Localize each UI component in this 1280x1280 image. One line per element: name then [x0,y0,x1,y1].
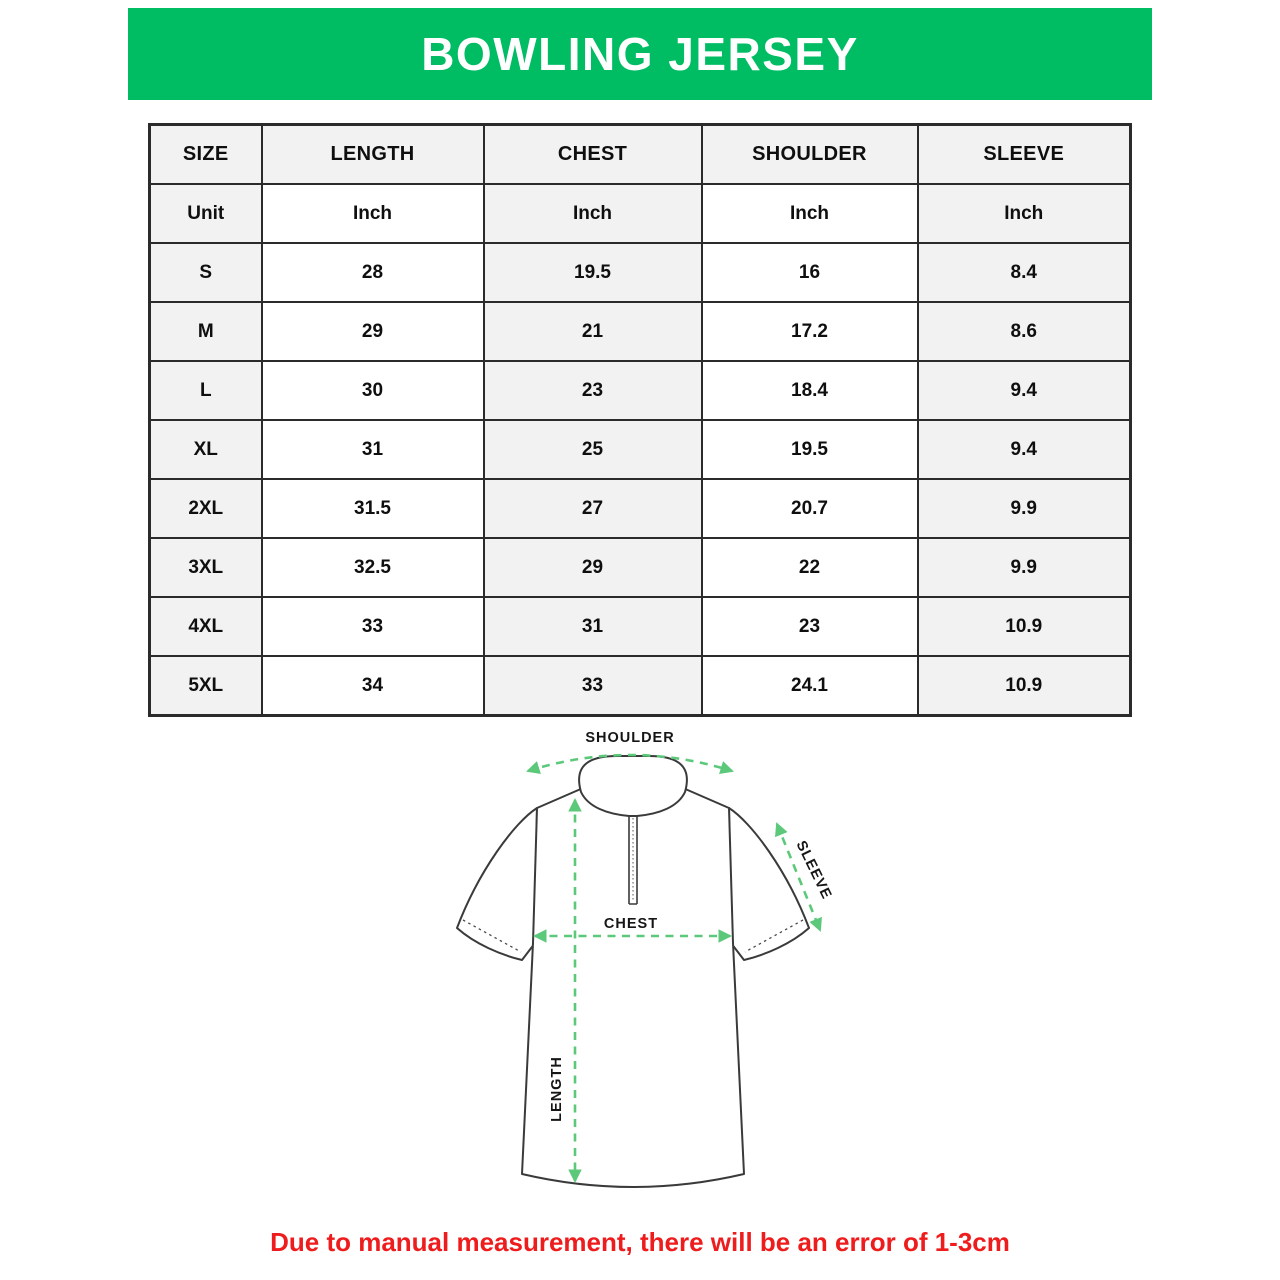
measurement-cell: 29 [262,302,484,361]
table-row-2xl [150,479,1131,538]
measurement-cell: 34 [262,656,484,716]
table-row-4xl [150,597,1131,656]
measurement-cell: 8.4 [918,243,1131,302]
chest-label: CHEST [603,916,659,932]
measurement-cell: 25 [484,420,702,479]
measurement-cell: 29 [484,538,702,597]
table-row-m [150,302,1131,361]
length-label: LENGTH [549,1056,565,1122]
jersey-outline [457,756,809,1187]
unit-cell: Inch [918,184,1131,243]
size-cell: 4XL [150,597,262,656]
unit-cell: Inch [262,184,484,243]
measurement-cell: 31.5 [262,479,484,538]
measurement-cell: 23 [702,597,918,656]
size-cell: XL [150,420,262,479]
column-header-size: SIZE [150,125,262,185]
size-cell: 3XL [150,538,262,597]
measurement-cell: 8.6 [918,302,1131,361]
size-cell: 5XL [150,656,262,716]
shoulder-label: SHOULDER [585,730,675,746]
table-row-s [150,243,1131,302]
page-title: BOWLING JERSEY [421,28,859,80]
jersey-body [522,788,744,1187]
unit-row [150,184,1131,243]
measurement-cell: 10.9 [918,597,1131,656]
measurement-cell: 23 [484,361,702,420]
measurement-cell: 33 [262,597,484,656]
column-header-length: LENGTH [262,125,484,185]
size-cell: L [150,361,262,420]
measurement-cell: 9.4 [918,420,1131,479]
measurement-cell: 19.5 [484,243,702,302]
unit-cell: Inch [702,184,918,243]
measurement-cell: 17.2 [702,302,918,361]
table-row-5xl [150,656,1131,716]
measurement-cell: 9.9 [918,538,1131,597]
measurement-cell: 9.4 [918,361,1131,420]
right-sleeve [729,808,809,960]
header-row [150,125,1131,185]
title-banner [128,8,1152,100]
measurement-cell: 31 [262,420,484,479]
measurement-cell: 16 [702,243,918,302]
unit-label-cell: Unit [150,184,262,243]
measurement-cell: 19.5 [702,420,918,479]
measurement-cell: 20.7 [702,479,918,538]
left-sleeve [457,808,537,960]
size-chart-table [148,123,1132,717]
table-row-l [150,361,1131,420]
measurement-cell: 24.1 [702,656,918,716]
unit-cell: Inch [484,184,702,243]
size-cell: M [150,302,262,361]
measurement-cell: 10.9 [918,656,1131,716]
jersey-measurement-diagram [425,712,865,1212]
column-header-shoulder: SHOULDER [702,125,918,185]
measurement-cell: 22 [702,538,918,597]
measurement-cell: 28 [262,243,484,302]
size-cell: S [150,243,262,302]
measurement-cell: 21 [484,302,702,361]
table-row-3xl [150,538,1131,597]
column-header-sleeve: SLEEVE [918,125,1131,185]
measurement-cell: 9.9 [918,479,1131,538]
measurement-cell: 30 [262,361,484,420]
measurement-disclaimer: Due to manual measurement, there will be an error of 1-3cm [270,1227,1010,1257]
size-cell: 2XL [150,479,262,538]
sleeve-label: SLEEVE [792,838,835,903]
measurement-cell: 18.4 [702,361,918,420]
table-row-xl [150,420,1131,479]
measurement-cell: 32.5 [262,538,484,597]
column-header-chest: CHEST [484,125,702,185]
measurement-cell: 33 [484,656,702,716]
collar [579,756,687,816]
measurement-cell: 31 [484,597,702,656]
measurement-cell: 27 [484,479,702,538]
